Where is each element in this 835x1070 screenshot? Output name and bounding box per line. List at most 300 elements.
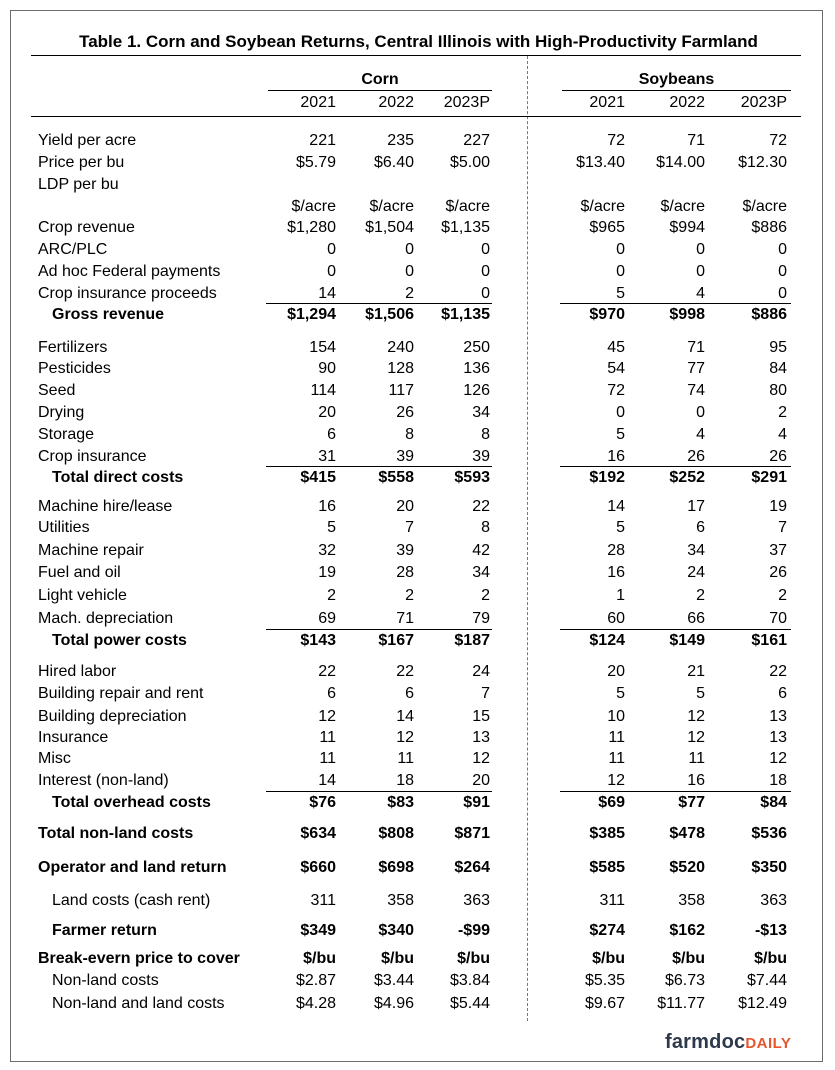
table-row xyxy=(0,196,835,218)
table-cell: 20 xyxy=(472,772,490,789)
table-cell: $252 xyxy=(669,469,705,486)
table-cell: 72 xyxy=(769,132,787,149)
row-label: Light vehicle xyxy=(38,587,127,604)
table-cell: 0 xyxy=(481,285,490,302)
row-label: Pesticides xyxy=(38,360,111,377)
table-cell: 4 xyxy=(778,426,787,443)
table-cell: $350 xyxy=(751,859,787,876)
table-cell: 5 xyxy=(616,685,625,702)
row-label: Total overhead costs xyxy=(52,794,211,811)
table-cell: 11 xyxy=(688,750,705,767)
header-rule xyxy=(31,116,801,117)
table-cell: $192 xyxy=(589,469,625,486)
table-row xyxy=(0,890,835,912)
row-label: Price per bu xyxy=(38,154,125,171)
table-cell: 117 xyxy=(388,382,414,399)
table-row xyxy=(0,770,835,792)
table-cell: $2.87 xyxy=(295,972,336,989)
table-cell: $187 xyxy=(454,632,490,649)
table-cell: $970 xyxy=(589,306,625,323)
table-cell: 12 xyxy=(318,708,336,725)
table-cell: 72 xyxy=(607,382,625,399)
table-cell: 0 xyxy=(696,404,705,421)
table-cell: 8 xyxy=(481,519,490,536)
group-header-soybeans: Soybeans xyxy=(638,71,715,88)
table-cell: $698 xyxy=(378,859,414,876)
subtotal-rule xyxy=(266,303,492,304)
table-cell: 12 xyxy=(687,729,705,746)
table-cell: $/acre xyxy=(742,198,787,215)
table-cell: 0 xyxy=(778,263,787,280)
table-cell: $998 xyxy=(669,306,705,323)
row-label: Fertilizers xyxy=(38,339,108,356)
table-cell: 6 xyxy=(696,519,705,536)
table-row xyxy=(0,562,835,584)
table-row xyxy=(0,630,835,652)
table-cell: 24 xyxy=(687,564,705,581)
row-label: Utilities xyxy=(38,519,90,536)
table-cell: 39 xyxy=(472,448,490,465)
table-cell: 0 xyxy=(327,263,336,280)
table-row xyxy=(0,948,835,970)
table-cell: $167 xyxy=(378,632,414,649)
table-cell: 19 xyxy=(769,498,787,515)
table-cell: 8 xyxy=(405,426,414,443)
table-row xyxy=(0,467,835,489)
table-cell: 70 xyxy=(769,610,787,627)
table-cell: 5 xyxy=(696,685,705,702)
table-cell: $162 xyxy=(669,922,705,939)
table-cell: 0 xyxy=(616,263,625,280)
table-cell: 84 xyxy=(769,360,787,377)
table-cell: $520 xyxy=(669,859,705,876)
table-cell: 2 xyxy=(778,587,787,604)
table-cell: $11.77 xyxy=(657,995,705,1012)
row-label: Total power costs xyxy=(52,632,187,649)
table-cell: 0 xyxy=(405,241,414,258)
table-cell: 19 xyxy=(318,564,336,581)
table-row xyxy=(0,380,835,402)
row-label: Fuel and oil xyxy=(38,564,121,581)
table-cell: $143 xyxy=(300,632,336,649)
logo-text-farmdoc: farmdoc xyxy=(665,1031,746,1053)
table-cell: 2 xyxy=(405,285,414,302)
row-label: Ad hoc Federal payments xyxy=(38,263,221,280)
table-row xyxy=(0,261,835,283)
table-cell: $871 xyxy=(454,825,490,842)
table-cell: $593 xyxy=(454,469,490,486)
table-row xyxy=(0,496,835,518)
row-label: Hired labor xyxy=(38,663,117,680)
table-cell: 8 xyxy=(481,426,490,443)
table-cell: $12.30 xyxy=(738,154,787,171)
table-cell: 77 xyxy=(687,360,705,377)
table-cell: 15 xyxy=(472,708,490,725)
table-cell: $161 xyxy=(751,632,787,649)
table-cell: 16 xyxy=(318,498,336,515)
table-cell: 16 xyxy=(687,772,705,789)
table-cell: 12 xyxy=(396,729,414,746)
row-label: Total direct costs xyxy=(52,469,184,486)
table-row xyxy=(0,993,835,1015)
table-row xyxy=(0,970,835,992)
table-cell: 60 xyxy=(607,610,625,627)
table-row xyxy=(0,585,835,607)
table-row xyxy=(0,920,835,942)
table-cell: $6.40 xyxy=(373,154,414,171)
table-cell: 16 xyxy=(607,564,625,581)
table-cell: $6.73 xyxy=(664,972,705,989)
table-cell: 34 xyxy=(472,564,490,581)
group-underline-soybeans xyxy=(562,90,791,91)
table-cell: 6 xyxy=(405,685,414,702)
table-cell: $69 xyxy=(598,794,625,811)
table-cell: 14 xyxy=(607,498,625,515)
table-cell: $634 xyxy=(300,825,336,842)
table-cell: $/bu xyxy=(592,950,625,967)
table-cell: 5 xyxy=(616,519,625,536)
table-cell: 2 xyxy=(327,587,336,604)
row-label: LDP per bu xyxy=(38,176,119,193)
table-cell: -$99 xyxy=(457,922,490,939)
table-cell: 16 xyxy=(607,448,625,465)
table-cell: $84 xyxy=(760,794,787,811)
table-cell: 11 xyxy=(397,750,414,767)
row-label: Total non-land costs xyxy=(38,825,194,842)
row-label: Farmer return xyxy=(52,922,157,939)
row-label: Crop insurance proceeds xyxy=(38,285,217,302)
group-underline-corn xyxy=(268,90,492,91)
row-label: Break-evern price to cover xyxy=(38,950,240,967)
table-row xyxy=(0,748,835,770)
table-row xyxy=(0,283,835,305)
table-cell: 10 xyxy=(607,708,625,725)
table-cell: $886 xyxy=(751,219,787,236)
table-cell: 71 xyxy=(687,339,705,356)
table-row xyxy=(0,661,835,683)
table-cell: 66 xyxy=(687,610,705,627)
table-cell: $/acre xyxy=(369,198,414,215)
subtotal-rule xyxy=(266,791,492,792)
subtotal-rule xyxy=(560,303,791,304)
table-cell: $886 xyxy=(751,306,787,323)
table-cell: $1,504 xyxy=(365,219,414,236)
table-cell: 0 xyxy=(778,241,787,258)
table-cell: $91 xyxy=(463,794,490,811)
table-cell: 18 xyxy=(396,772,414,789)
table-cell: 6 xyxy=(778,685,787,702)
table-cell: 39 xyxy=(396,448,414,465)
table-row xyxy=(0,152,835,174)
row-label: Insurance xyxy=(38,729,109,746)
row-label: Land costs (cash rent) xyxy=(52,892,211,909)
table-cell: 6 xyxy=(327,426,336,443)
table-cell: 7 xyxy=(778,519,787,536)
table-cell: 0 xyxy=(616,241,625,258)
table-cell: 21 xyxy=(687,663,705,680)
table-cell: 28 xyxy=(607,542,625,559)
subtotal-rule xyxy=(560,466,791,467)
table-cell: 80 xyxy=(769,382,787,399)
table-cell: 2 xyxy=(778,404,787,421)
table-cell: 95 xyxy=(769,339,787,356)
table-cell: 14 xyxy=(396,708,414,725)
table-row xyxy=(0,727,835,749)
row-label: Crop revenue xyxy=(38,219,135,236)
row-label: Misc xyxy=(38,750,71,767)
table-cell: $7.44 xyxy=(746,972,787,989)
table-cell: 5 xyxy=(327,519,336,536)
table-cell: $478 xyxy=(669,825,705,842)
table-cell: 0 xyxy=(327,241,336,258)
subtotal-rule xyxy=(560,629,791,630)
table-cell: $1,280 xyxy=(287,219,336,236)
table-cell: $3.44 xyxy=(373,972,414,989)
table-cell: 11 xyxy=(319,729,336,746)
table-cell: $/bu xyxy=(754,950,787,967)
table-cell: 22 xyxy=(396,663,414,680)
table-cell: $/bu xyxy=(381,950,414,967)
table-cell: 4 xyxy=(696,426,705,443)
table-cell: 12 xyxy=(687,708,705,725)
table-cell: 34 xyxy=(687,542,705,559)
table-cell: 12 xyxy=(607,772,625,789)
table-cell: $340 xyxy=(378,922,414,939)
farmdoc-logo xyxy=(665,1030,791,1056)
table-cell: $5.00 xyxy=(449,154,490,171)
table-cell: $415 xyxy=(300,469,336,486)
table-cell: $1,506 xyxy=(365,306,414,323)
table-cell: 358 xyxy=(678,892,705,909)
row-label: Non-land and land costs xyxy=(52,995,225,1012)
table-cell: $808 xyxy=(378,825,414,842)
row-label: Seed xyxy=(38,382,76,399)
table-cell: 12 xyxy=(769,750,787,767)
table-cell: $3.84 xyxy=(449,972,490,989)
table-cell: 79 xyxy=(472,610,490,627)
table-cell: $13.40 xyxy=(576,154,625,171)
table-cell: $994 xyxy=(669,219,705,236)
table-cell: 31 xyxy=(318,448,336,465)
table-cell: 311 xyxy=(310,892,336,909)
table-cell: 221 xyxy=(309,132,336,149)
table-cell: 37 xyxy=(769,542,787,559)
subtotal-rule xyxy=(266,466,492,467)
table-cell: $558 xyxy=(378,469,414,486)
table-cell: $/bu xyxy=(303,950,336,967)
table-cell: $585 xyxy=(589,859,625,876)
table-cell: 69 xyxy=(318,610,336,627)
table-cell: 32 xyxy=(318,542,336,559)
table-cell: 71 xyxy=(396,610,414,627)
table-cell: $14.00 xyxy=(656,154,705,171)
table-cell: 6 xyxy=(327,685,336,702)
table-cell: 0 xyxy=(481,263,490,280)
row-label: Operator and land return xyxy=(38,859,227,876)
table-cell: -$13 xyxy=(754,922,787,939)
table-cell: $291 xyxy=(751,469,787,486)
table-row xyxy=(0,217,835,239)
table-row xyxy=(0,706,835,728)
table-row xyxy=(0,174,835,196)
table-cell: 34 xyxy=(472,404,490,421)
table-cell: 54 xyxy=(607,360,625,377)
row-label: Mach. depreciation xyxy=(38,610,174,627)
table-cell: $264 xyxy=(454,859,490,876)
table-cell: 0 xyxy=(616,404,625,421)
table-cell: 363 xyxy=(760,892,787,909)
table-cell: $76 xyxy=(309,794,336,811)
table-row xyxy=(0,517,835,539)
table-cell: 11 xyxy=(319,750,336,767)
table-cell: $/bu xyxy=(457,950,490,967)
table-cell: 26 xyxy=(396,404,414,421)
table-cell: 26 xyxy=(687,448,705,465)
table-cell: 13 xyxy=(769,729,787,746)
table-cell: 17 xyxy=(687,498,705,515)
table-cell: $124 xyxy=(589,632,625,649)
row-label: Crop insurance xyxy=(38,448,147,465)
table-cell: 14 xyxy=(318,772,336,789)
table-cell: 235 xyxy=(387,132,414,149)
table-cell: 250 xyxy=(463,339,490,356)
table-row xyxy=(0,446,835,468)
row-label: Drying xyxy=(38,404,85,421)
year-header: 2021 xyxy=(589,94,625,111)
subtotal-rule xyxy=(560,791,791,792)
table-cell: 20 xyxy=(607,663,625,680)
year-header: 2023P xyxy=(443,94,490,111)
table-cell: 2 xyxy=(696,587,705,604)
table-cell: 7 xyxy=(481,685,490,702)
table-cell: 71 xyxy=(687,132,705,149)
table-row xyxy=(0,608,835,630)
group-header-corn: Corn xyxy=(361,71,399,88)
year-header: 2021 xyxy=(300,94,336,111)
table-cell: 2 xyxy=(405,587,414,604)
table-row xyxy=(0,304,835,326)
table-cell: 11 xyxy=(608,729,625,746)
table-cell: $/acre xyxy=(445,198,490,215)
table-cell: $12.49 xyxy=(738,995,787,1012)
table-cell: $274 xyxy=(589,922,625,939)
table-row xyxy=(0,424,835,446)
table-cell: 0 xyxy=(481,241,490,258)
table-cell: $5.44 xyxy=(449,995,490,1012)
table-cell: $/bu xyxy=(672,950,705,967)
table-cell: $/acre xyxy=(660,198,705,215)
subtotal-rule xyxy=(266,629,492,630)
table-row xyxy=(0,358,835,380)
table-cell: 18 xyxy=(769,772,787,789)
table-cell: 39 xyxy=(396,542,414,559)
table-row xyxy=(0,683,835,705)
year-header: 2022 xyxy=(669,94,705,111)
table-cell: 22 xyxy=(472,498,490,515)
row-label: Yield per acre xyxy=(38,132,137,149)
table-cell: 11 xyxy=(608,750,625,767)
table-row xyxy=(0,402,835,424)
table-cell: 114 xyxy=(310,382,336,399)
table-cell: 136 xyxy=(463,360,490,377)
table-cell: 154 xyxy=(309,339,336,356)
row-label: Building depreciation xyxy=(38,708,187,725)
table-cell: 24 xyxy=(472,663,490,680)
table-cell: 26 xyxy=(769,448,787,465)
table-cell: 13 xyxy=(769,708,787,725)
table-cell: $660 xyxy=(300,859,336,876)
table-cell: 90 xyxy=(318,360,336,377)
table-cell: 0 xyxy=(778,285,787,302)
table-cell: 311 xyxy=(599,892,625,909)
table-row xyxy=(0,540,835,562)
table-cell: $4.96 xyxy=(373,995,414,1012)
table-cell: 2 xyxy=(481,587,490,604)
table-cell: 20 xyxy=(396,498,414,515)
row-label: Building repair and rent xyxy=(38,685,204,702)
row-label: Gross revenue xyxy=(52,306,165,323)
table-cell: $1,135 xyxy=(441,219,490,236)
table-cell: 358 xyxy=(387,892,414,909)
table-cell: 45 xyxy=(607,339,625,356)
table-cell: 26 xyxy=(769,564,787,581)
table-cell: 12 xyxy=(472,750,490,767)
row-label: Machine repair xyxy=(38,542,144,559)
year-header: 2022 xyxy=(378,94,414,111)
logo-text-daily: DAILY xyxy=(745,1035,792,1052)
table-cell: 240 xyxy=(387,339,414,356)
row-label: Storage xyxy=(38,426,95,443)
table-cell: $83 xyxy=(387,794,414,811)
table-cell: $349 xyxy=(300,922,336,939)
table-cell: 5 xyxy=(616,285,625,302)
table-cell: 13 xyxy=(472,729,490,746)
row-label: Non-land costs xyxy=(52,972,159,989)
row-label: Machine hire/lease xyxy=(38,498,173,515)
table-cell: $5.79 xyxy=(295,154,336,171)
table-cell: 72 xyxy=(607,132,625,149)
table-cell: 227 xyxy=(463,132,490,149)
table-cell: 74 xyxy=(687,382,705,399)
table-title: Table 1. Corn and Soybean Returns, Central Illinois with High-Productivity Farmland xyxy=(79,32,758,51)
table-cell: 128 xyxy=(387,360,414,377)
table-cell: 363 xyxy=(463,892,490,909)
table-cell: 1 xyxy=(616,587,625,604)
table-cell: $385 xyxy=(589,825,625,842)
table-row xyxy=(0,792,835,814)
table-cell: $77 xyxy=(678,794,705,811)
table-row xyxy=(0,823,835,845)
table-cell: $1,135 xyxy=(441,306,490,323)
table-cell: 0 xyxy=(696,241,705,258)
table-row xyxy=(0,239,835,261)
table-cell: 7 xyxy=(405,519,414,536)
table-cell: $5.35 xyxy=(584,972,625,989)
table-row xyxy=(0,857,835,879)
table-row xyxy=(0,130,835,152)
table-cell: $965 xyxy=(589,219,625,236)
table-cell: 20 xyxy=(318,404,336,421)
table-cell: 4 xyxy=(696,285,705,302)
table-cell: $9.67 xyxy=(584,995,625,1012)
table-cell: $536 xyxy=(751,825,787,842)
table-cell: 42 xyxy=(472,542,490,559)
title-rule xyxy=(31,55,801,56)
year-header: 2023P xyxy=(740,94,787,111)
table-row xyxy=(0,337,835,359)
table-cell: $/acre xyxy=(291,198,336,215)
table-cell: 0 xyxy=(405,263,414,280)
